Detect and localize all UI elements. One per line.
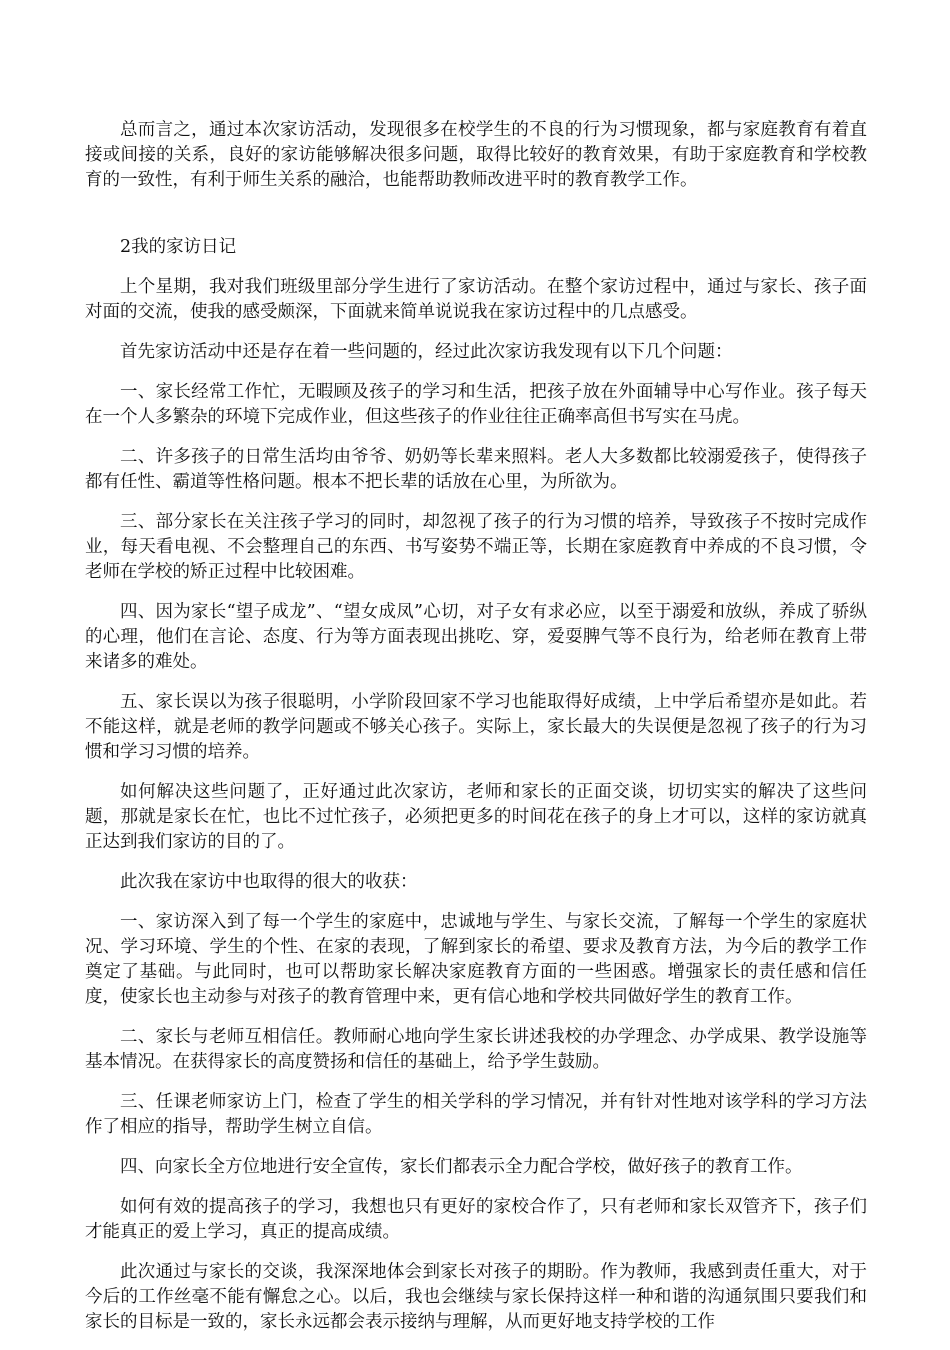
- paragraph-6: 四、因为家长“望子成龙”、“望女成凤”心切，对子女有求必应，以至于溺爱和放纵，养成了骄纵的心理，他们在言论、态度、行为等方面表现出挑吃、穿，爱耍脾气等不良行为，给老师在教育上带来诸多的难处。: [85, 602, 867, 672]
- paragraph-1: 上个星期，我对我们班级里部分学生进行了家访活动。在整个家访过程中，通过与家长、孩子面对面的交流，使我的感受颇深，下面就来简单说说我在家访过程中的几点感受。: [85, 277, 867, 322]
- paragraph-14: 如何有效的提高孩子的学习，我想也只有更好的家校合作了，只有老师和家长双管齐下，孩子们才能真正的爱上学习，真正的提高成绩。: [85, 1197, 867, 1242]
- paragraph-8: 如何解决这些问题了，正好通过此次家访，老师和家长的正面交谈，切切实实的解决了这些问题，那就是家长在忙，也比不过忙孩子，必须把更多的时间花在孩子的身上才可以，这样的家访就真正达到我们家访的目的了。: [85, 782, 867, 852]
- paragraph-3: 一、家长经常工作忙，无暇顾及孩子的学习和生活，把孩子放在外面辅导中心写作业。孩子每天在一个人多繁杂的环境下完成作业，但这些孩子的作业往往正确率高但书写实在马虎。: [85, 382, 867, 427]
- paragraph-11: 二、家长与老师互相信任。教师耐心地向学生家长讲述我校的办学理念、办学成果、教学设施等基本情况。在获得家长的高度赞扬和信任的基础上，给予学生鼓励。: [85, 1027, 867, 1072]
- paragraph-7: 五、家长误以为孩子很聪明，小学阶段回家不学习也能取得好成绩，上中学后希望亦是如此。若不能这样，就是老师的教学问题或不够关心孩子。实际上，家长最大的失误便是忽视了孩子的行为习惯和学习习惯的培养。: [85, 692, 867, 762]
- document-page: [85, 118, 867, 1350]
- paragraph-4: 二、许多孩子的日常生活均由爷爷、奶奶等长辈来照料。老人大多数都比较溺爱孩子，使得孩子都有任性、霸道等性格问题。根本不把长辈的话放在心里，为所欲为。: [85, 447, 867, 492]
- paragraph-13: 四、向家长全方位地进行安全宣传，家长们都表示全力配合学校，做好孩子的教育工作。: [120, 1157, 803, 1177]
- section-title: 2我的家访日记: [120, 237, 237, 257]
- intro-paragraph: 总而言之，通过本次家访活动，发现很多在校学生的不良的行为习惯现象，都与家庭教育有着直接或间接的关系，良好的家访能够解决很多问题，取得比较好的教育效果，有助于家庭教育和学校教育的一致性，有利于师生关系的融洽，也能帮助教师改进平时的教育教学工作。: [85, 120, 867, 190]
- paragraph-9: 此次我在家访中也取得的很大的收获：: [120, 872, 418, 892]
- paragraph-15: 此次通过与家长的交谈，我深深地体会到家长对孩子的期盼。作为教师，我感到责任重大，对于今后的工作丝毫不能有懈怠之心。以后，我也会继续与家长保持这样一种和谐的沟通氛围只要我们和家长的目标是一致的，家长永远都会表示接纳与理解，从而更好地支持学校的工作: [85, 1262, 867, 1332]
- paragraph-12: 三、任课老师家访上门，检查了学生的相关学科的学习情况，并有针对性地对该学科的学习方法作了相应的指导，帮助学生树立自信。: [85, 1092, 867, 1137]
- paragraph-2: 首先家访活动中还是存在着一些问题的，经过此次家访我发现有以下几个问题：: [120, 342, 733, 362]
- paragraph-10: 一、家访深入到了每一个学生的家庭中，忠诚地与学生、与家长交流，了解每一个学生的家庭状况、学习环境、学生的个性、在家的表现，了解到家长的希望、要求及教育方法，为今后的教学工作奠定了基础。与此同时，也可以帮助家长解决家庭教育方面的一些困惑。增强家长的责任感和信任度，使家长也主动参与对孩子的教育管理中来，更有信心地和学校共同做好学生的教育工作。: [85, 912, 867, 1007]
- paragraph-5: 三、部分家长在关注孩子学习的同时，却忽视了孩子的行为习惯的培养，导致孩子不按时完成作业，每天看电视、不会整理自己的东西、书写姿势不端正等，长期在家庭教育中养成的不良习惯，令老师在学校的矫正过程中比较困难。: [85, 512, 867, 582]
